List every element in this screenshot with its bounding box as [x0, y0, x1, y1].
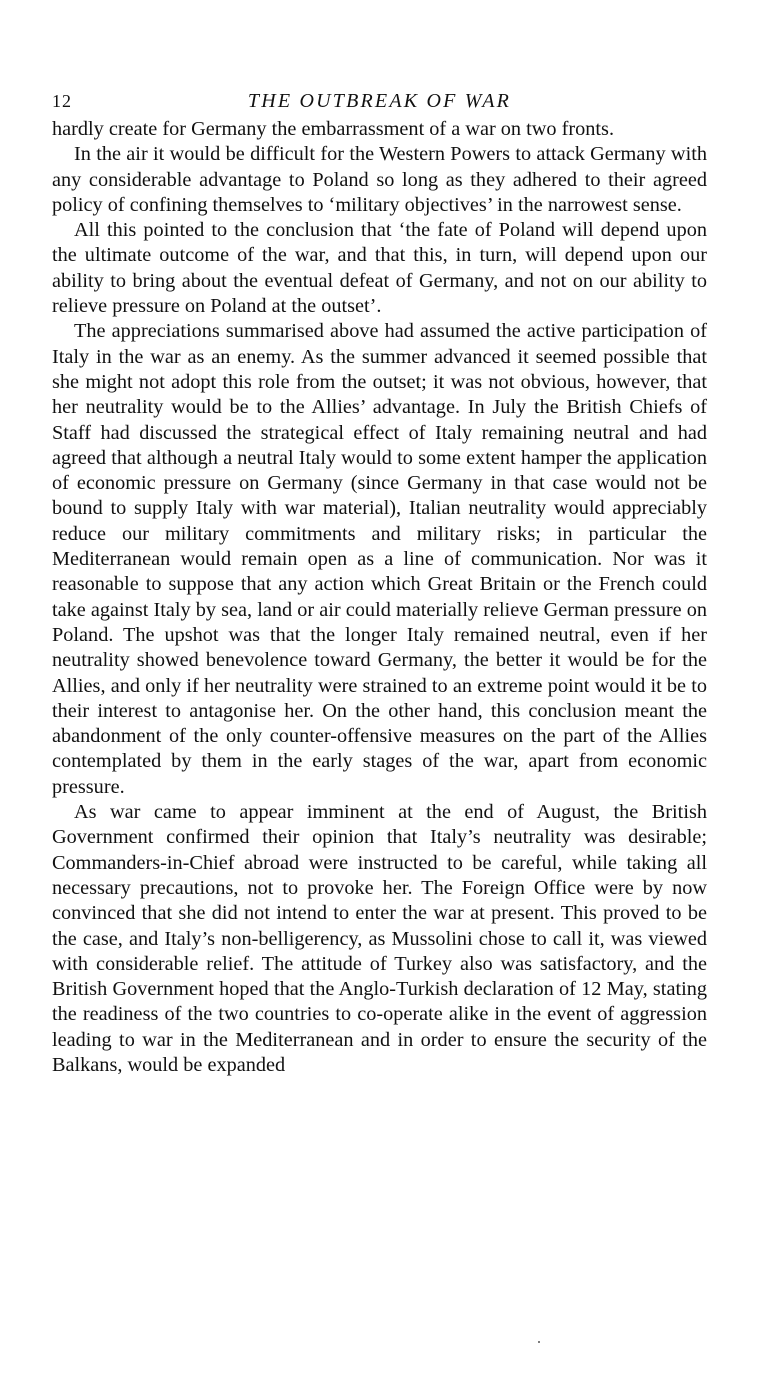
page-header	[52, 86, 707, 116]
paragraph: hardly create for Germany the embarrassment of a war on two fronts.	[52, 118, 615, 140]
book-page	[52, 86, 707, 1078]
scan-speck	[538, 1341, 540, 1343]
running-title: THE OUTBREAK OF WAR	[247, 90, 512, 112]
paragraph: All this pointed to the conclusion that ‘the fate of Poland will depend upon the ultimate outcome of the war, and that this, in turn, will depend upon our ability to bring about the eventual defeat of Germany, and not on our ability to relieve pressure on Poland at the outset’.	[52, 219, 707, 318]
paragraph: The appreciations summarised above had assumed the active participation of Italy in the war as an enemy. As the summer advanced it seemed possible that she might not adopt this role from the outset; it was not obvious, however, that her neutrality would be to the Allies’ advantage. In July the British Chiefs of Staff had discussed the strategical effect of Italy remaining neutral and had agreed that although a neutral Italy would to some extent hamper the application of economic pressure on Germany (since Germany in that case would not be bound to supply Italy with war material), Italian neutrality would appreciably reduce our military commitments and military risks; in particular the Mediterranean would remain open as a line of communication. Nor was it reasonable to suppose that any action which Great Britain or the French could take against Italy by sea, land or air could materially relieve German pressure on Poland. The upshot was that the longer Italy remained neutral, even if her neutrality showed benevolence toward Germany, the better it would be for the Allies, and only if her neutrality were strained to an extreme point would it be to their interest to antagonise her. On the other hand, this conclusion meant the abandonment of the only counter-offensive measures on the part of the Allies contemplated by them in the early stages of the war, apart from economic pressure.	[52, 320, 707, 798]
paragraph: In the air it would be difficult for the Western Powers to attack Germany with any considerable advantage to Poland so long as they adhered to their agreed policy of confining themselves to ‘military objectives’ in the narrowest sense.	[52, 143, 707, 216]
body-text	[52, 117, 707, 1078]
paragraph: As war came to appear imminent at the end of August, the British Government confirmed their opinion that Italy’s neutrality was desirable; Commanders-in-Chief abroad were instructed to be careful, while taking all necessary precautions, not to provoke her. The Foreign Office were by now convinced that she did not intend to enter the war at present. This proved to be the case, and Italy’s non-belligerency, as Mussolini chose to call it, was viewed with considerable relief. The attitude of Turkey also was satisfactory, and the British Government hoped that the Anglo-Turkish declaration of 12 May, stating the readiness of the two countries to co-operate alike in the event of aggression leading to war in the Mediterranean and in order to ensure the security of the Balkans, would be expanded	[52, 801, 707, 1076]
page-number: 12	[52, 91, 72, 111]
